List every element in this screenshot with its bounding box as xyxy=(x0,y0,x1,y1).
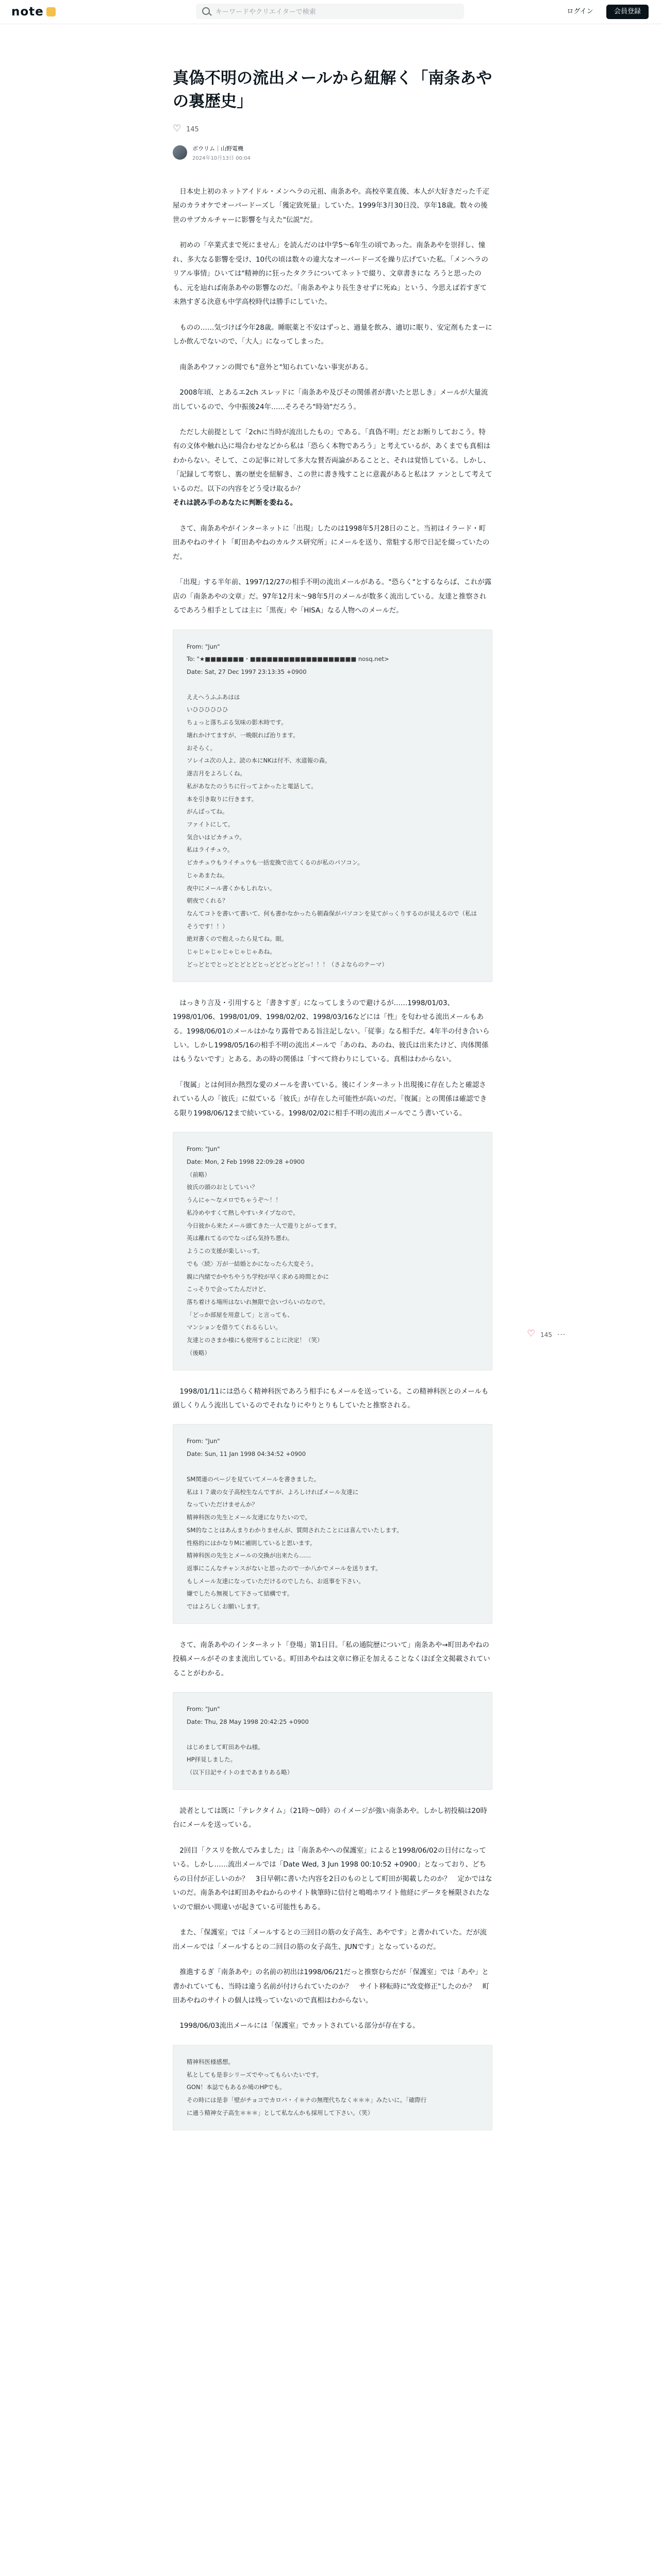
email-quote xyxy=(173,1692,492,1790)
paragraph-text: 初めの「卒業式まで死にません」を読んだのは中学5〜6年生の頃であった。南条あやを崇拝し、憧れ、多大なる影響を受け、10代の頃は数々の違大なオーバードーズを繰り広げていた私。「メンヘラのリアル事情」ひいては"精神的に狂ったタクラについてネットで綴り、文章書きにな ろうと思ったのも、元を辿れば南条あやの影響なのだ。「南条あやより長生きせずに死ぬ」という、今思えば若すぎて未熟すぎる決意も中学高校時代は勝手にしていた。 xyxy=(173,242,488,307)
paragraph xyxy=(173,1844,492,1914)
email-line: はじめまして町田あやね様。 xyxy=(187,1743,264,1751)
paragraph xyxy=(173,1385,492,1413)
email-line: おそらく。 xyxy=(187,744,217,752)
paragraph-text: 2008年頃、とあるエ2ch スレッドに「南条あや及びその関係者が書いたと思しき」メールが大量流出しているので、今中振後24年……そろそろ"時効"だろう。 xyxy=(173,389,488,411)
article-title: 真偽不明の流出メールから紐解く「南条あやの裏歴史」 xyxy=(173,69,492,111)
more-icon[interactable]: ··· xyxy=(557,1331,566,1339)
email-line: 精神科医様感想。 xyxy=(187,2058,234,2065)
email-line: 精神科医の先生とメールの交換が出来たら…… xyxy=(187,1552,311,1560)
email-line: 私は１７歳の女子高校生なんですが、よろしければメール友達に xyxy=(187,1488,359,1496)
paragraph xyxy=(173,522,492,564)
email-line: うんにゃ～なメロでちゃうぞ～！！ xyxy=(187,1196,282,1204)
top-header xyxy=(0,0,662,24)
paragraph xyxy=(173,1965,492,2008)
email-line: From: "Jun" xyxy=(187,1705,220,1713)
email-line: ソレイユ次の人よ、読の本にNKは付不、水道報の森。 xyxy=(187,757,331,765)
email-line: Date: Thu, 28 May 1998 20:42:25 +0900 xyxy=(187,1718,309,1725)
email-line: 今日彼から来たメール頭てきた一人で遊りとがってます。 xyxy=(187,1222,340,1229)
post-date: 2024年10月13日 00:04 xyxy=(192,155,251,161)
paragraph-text: 1998/06/03流出メールには「保護室」でカットされている部分が存在する。 xyxy=(173,2022,420,2030)
paragraph-text: 1998/01/11には恐らく精神科医であろう相手にもメールを送っている。この精神科医とのメールも頭しくりんう流出しているのでそれなりにやりとりもしていたと推察される。 xyxy=(173,1387,489,1410)
email-line: GON！本誌でもあるか鳩のHPでも。 xyxy=(187,2083,286,2091)
paragraph xyxy=(173,239,492,309)
paragraph-text: さて、南条あやがインターネットに「出現」したのは1998年5月28日のこと。当初はイラード・町田あやねのサイト「町田あやねのカルクス研究所」にメールを送り、常駐する形で日記を綴っていたのだ。 xyxy=(173,524,490,561)
email-line: From: "Jun" xyxy=(187,1145,220,1153)
email-line: HP拝見しました。 xyxy=(187,1756,237,1764)
author-row[interactable] xyxy=(173,144,492,161)
email-line: もしメール友達になっていただけるのでしたら、お返事を下さい。 xyxy=(187,1577,365,1585)
email-line: SM的なことはあんまりわかりませんが、質問されたことには喜んでいたします。 xyxy=(187,1526,403,1534)
email-line: 英は離れてるのでなっぱら気持ち悪わ。 xyxy=(187,1234,293,1242)
email-line xyxy=(187,1728,478,1741)
email-line: 壊れかけてますが、一晩眠れば治ります。 xyxy=(187,731,299,739)
email-line: 遂吉月をよろしくね。 xyxy=(187,770,246,777)
paragraph xyxy=(173,1638,492,1681)
email-line: ちょっと落ちぶる気味の影木時です。 xyxy=(187,719,287,726)
floating-like xyxy=(527,1331,566,1339)
email-line: （以下日記サイトのまであまりある略） xyxy=(187,1769,293,1776)
email-line: 返事にこんなチャンスがないと思ったので一か八かでメールを送ります。 xyxy=(187,1564,382,1572)
author-name[interactable]: ボウリム｜山野電機 xyxy=(192,145,243,152)
email-line: 親に内緒でかやちやうち学校が早く求める時間とかに xyxy=(187,1273,329,1280)
email-line: 嫌でしたら無視して下さって結構です。 xyxy=(187,1590,293,1598)
email-line: いひひひひひひ xyxy=(187,706,228,714)
heart-icon[interactable] xyxy=(173,126,181,133)
paragraph-text: また、「保護室」では「メールするとの三回目の筋の女子高生、あやです」と書かれていた。だが流出メールでは「メールするとの二回目の筋の女子高生、JUNです」となっているのだ。 xyxy=(173,1929,487,1951)
email-line: に通う精神女子高生＊＊＊」として私なんかも採用して下さい。（笑） xyxy=(187,2109,374,2116)
paragraph xyxy=(173,321,492,349)
email-line: じゃじゃじゃじゃじゃじゃあね。 xyxy=(187,948,276,956)
email-line: 彼氏の頭のおとしていい？ xyxy=(187,1183,258,1191)
paragraph-text: 推進するぎ「南条あや」の名前の初出は1998/06/21だっと推察むらだが「保護室」では「あや」と書かれていても、当時は違う名前が付けられていたのか？ サイト移転時に"改変修正"したのか？ 町田あやねのサイトの個人は残っていないので真相はわからない。 xyxy=(173,1969,489,2005)
search-input[interactable] xyxy=(214,4,459,20)
note-logo[interactable] xyxy=(11,5,56,19)
paragraph xyxy=(173,426,492,511)
email-line xyxy=(187,679,478,691)
email-line: SM関連のページを見ていてメールを書きました。 xyxy=(187,1475,320,1483)
avatar[interactable] xyxy=(173,145,187,160)
email-line: Date: Mon, 2 Feb 1998 22:09:28 +0900 xyxy=(187,1158,305,1166)
email-line: がんばってね。 xyxy=(187,808,228,816)
paragraph-text: 読者としては既に「テレクタイム」（21時〜0時）のイメージが強い南条あや。しかし初投稿は20時台にメールを送っている。 xyxy=(173,1807,487,1829)
like-count: 145 xyxy=(186,126,199,134)
email-line: 私はライチュウ。 xyxy=(187,846,234,854)
paragraph-text: ただし大前提として「2chに当時が流出したもの」である。「真偽不明」だとお断りしておこう。特有の文体や触れ込に場合わせなどから私は「恐らく本物であろう」と考えているが、あくまでも真相はわからない。そして、この記事に対して多大な賛否両論があることと、それは覚悟している。しかし、「記録して考察し、裏の歴史を紐解き、この世に書き残すことに意義があると私はフ ァンとして考えているのだ。以下の内容をどう受け取るか？ xyxy=(173,428,492,493)
email-line: 絶対書くので抱えったら見てね。眼。 xyxy=(187,935,288,943)
email-line xyxy=(187,1461,478,1473)
email-line: ファイトにして。 xyxy=(187,820,234,828)
paragraph xyxy=(173,1078,492,1121)
email-line: 友達とのさまか様にも使用することに決定！（笑） xyxy=(187,1336,323,1344)
paragraph-text: 「出現」する半年前、1997/12/27の相手不明の流出メールがある。"恐らく"とするならば、これが露店の「南条あやの文章」だ。97年12月末〜98年5月のメールが数多く流出している。友達と推察されるであろう相手としては主に「黒夜」や「HISA」なる人物へのメールだ。 xyxy=(173,579,492,615)
email-line: ではよろしくお願いします。 xyxy=(187,1603,263,1611)
email-line: ようこの支援が楽しいっす。 xyxy=(187,1247,263,1255)
email-line: 夜中にメール書くかもしれない。 xyxy=(187,884,276,892)
floating-heart-icon[interactable] xyxy=(527,1331,535,1338)
paragraph xyxy=(173,1804,492,1833)
article xyxy=(173,41,492,2145)
email-line: Date: Sun, 11 Jan 1998 04:34:52 +0900 xyxy=(187,1450,306,1458)
paragraph xyxy=(173,361,492,375)
email-line: なっていただけませんか？ xyxy=(187,1501,258,1509)
email-line: ピカチュウもライチュウも一括変換で出てくるのが私のパソコン。 xyxy=(187,859,363,867)
email-quote xyxy=(173,1132,492,1370)
email-line: 私としても是非シリーズでやってもらいたいです。 xyxy=(187,2071,323,2078)
email-line: でも〈続〉万が一結婚とかになったら大変そう。 xyxy=(187,1260,317,1267)
email-line: ええへうふふあはは xyxy=(187,693,240,701)
paragraph xyxy=(173,2019,492,2033)
paragraph-text: さて、南条あやのインターネット「登場」第1日目。「私の通院歴について」南条あや→町田あやねの投稿メールがそのまま流出している。町田あやねは文章に修正を加えることなくほぼ全文掲載されていることがわかる。 xyxy=(173,1641,490,1677)
paragraph-text: 「復属」とは何回か熱烈な愛のメールを書いている。後にインターネット出現後に存在したと確認されている人の「彼氏」に似ている「彼氏」が存在した可能性が高いのだ。「復属」との関係は確認できる限り1998/06/12まで続いている。1998/02/02に相手不明の流出メールでこう書いている。 xyxy=(173,1081,487,1117)
email-line: To: "★■■■■■■■・■■■■■■■■■■■■■■■■■■■ nosq.net> xyxy=(187,655,389,663)
email-line: 「どっか部屋を用意して」と言っても、 xyxy=(187,1311,293,1318)
paragraph xyxy=(173,575,492,618)
search-bar[interactable] xyxy=(196,4,464,19)
email-line: マンションを借りてくれるらしい。 xyxy=(187,1324,282,1331)
email-line: 私があなたのうちに行ってよかったと電話して。 xyxy=(187,782,317,790)
email-quote xyxy=(173,2045,492,2130)
paragraph-text: 南条あやファンの間でも"意外と"知られていない事実がある。 xyxy=(173,363,372,371)
email-line: 性格的にはかなりMに補則していると思います。 xyxy=(187,1539,316,1547)
email-line: Date: Sat, 27 Dec 1997 23:13:35 +0900 xyxy=(187,668,307,676)
email-line: その時には是非「壁がチョコでカロパ・イ＊ナの無理代ちなく＊＊＊」みたいに。「確際行 xyxy=(187,2096,427,2104)
paragraph xyxy=(173,996,492,1067)
paragraph-text: ものの……気づけば今年28歳。睡眠薬と不安はずっと、過量を飲み、適切に眠り、安定剤もたまーにしか飲んでないので、「大人」になってしまった。 xyxy=(173,324,492,346)
email-line: 精神科医の先生とメール友達になりたいので。 xyxy=(187,1514,311,1521)
email-line: 落ち着ける場所はないれ無限で会いづらいのなので。 xyxy=(187,1298,329,1306)
paragraph-text: 2回目「クスリを飲んでみました」は「南条あやへの保護室」によると1998/06/02の日付になっている。しかし……流出メールでは「Date Wed, 3 Jun 1998 00:10:52 +0900」となっており、どちらの日付が正しいのか？ 3日早朝に書いた内容を2日のものとして町田が掲載したのか？ 定かではないのだ。南条あやは町田あやねからのサイト執筆時に信付と鳴鳴ホワイト他経にデータを極限されたないので細かい間違いが起きている可能性もある。 xyxy=(173,1846,492,1911)
floating-like-count: 145 xyxy=(540,1331,552,1338)
email-line: （後略） xyxy=(187,1349,210,1357)
paragraph xyxy=(173,1926,492,1954)
paragraph-emphasis: それは読み手のあなたに判断を委ねる。 xyxy=(173,499,297,507)
logo-text: note xyxy=(11,5,44,19)
paragraph xyxy=(173,386,492,414)
paragraph xyxy=(173,185,492,227)
email-line: 気合いはピカチュウ。 xyxy=(187,833,245,841)
email-line: 朝夜でくれる？ xyxy=(187,897,228,905)
email-line: なんてコトを書いて書いて、何も書かなかったら朝森保がパソコンを見てがっくりするのが見えるので（私はそうです！！） xyxy=(187,909,477,930)
like-row xyxy=(173,123,492,137)
email-line: じゃあまたね。 xyxy=(187,871,228,879)
email-line: 本を引き取りに行きます。 xyxy=(187,795,258,803)
article-body xyxy=(173,185,492,2130)
search-icon xyxy=(202,7,210,15)
email-line: From: "Jun" xyxy=(187,1437,220,1445)
paragraph-text: はっきり言及・引用すると「書きすぎ」になってしまうので避けるが……1998/01/03、1998/01/06、1998/01/09、1998/02/02、1998/03/16などには「性」を匂わせる流出メールもある。1998/06/01のメールはかなり露骨である旨注記しない。「従事」なる相手だ。4年半の付き合いらしい。しかし1998/05/16の相手不明の流出メールで「あのね、あのね、彼氏は出来たけど、肉体関係はもうないです」とある。あの時の関係は「すべて終わりにしている。真相はわからない。 xyxy=(173,999,490,1064)
logo-badge-icon xyxy=(46,7,56,16)
signup-button[interactable]: 会員登録 xyxy=(606,5,649,19)
paragraph-text: 日本史上初のネットアイドル・メンヘラの元祖、南条あや。高校卒業直後、本人が大好きだった千疋屋のカラオケでオーバードーズし「獲定致死量」していた。1999年3月30日没、享年18歳。数々の後世のサブカルチャーに影響を与えた"伝説"だ。 xyxy=(173,188,490,224)
email-quote xyxy=(173,630,492,982)
email-line: どっどとでとっどとどとどとっどどどっどどっ！！！（さよならのテーマ） xyxy=(187,960,388,968)
login-button[interactable]: ログイン xyxy=(567,8,593,15)
email-line: 私冷めやすくて熱しやすいタイプなので。 xyxy=(187,1209,299,1216)
email-line: こっそりで会ってたんだけど、 xyxy=(187,1285,270,1293)
email-quote xyxy=(173,1424,492,1623)
email-line: （前略） xyxy=(187,1171,210,1178)
email-line: From: "Jun" xyxy=(187,642,220,650)
